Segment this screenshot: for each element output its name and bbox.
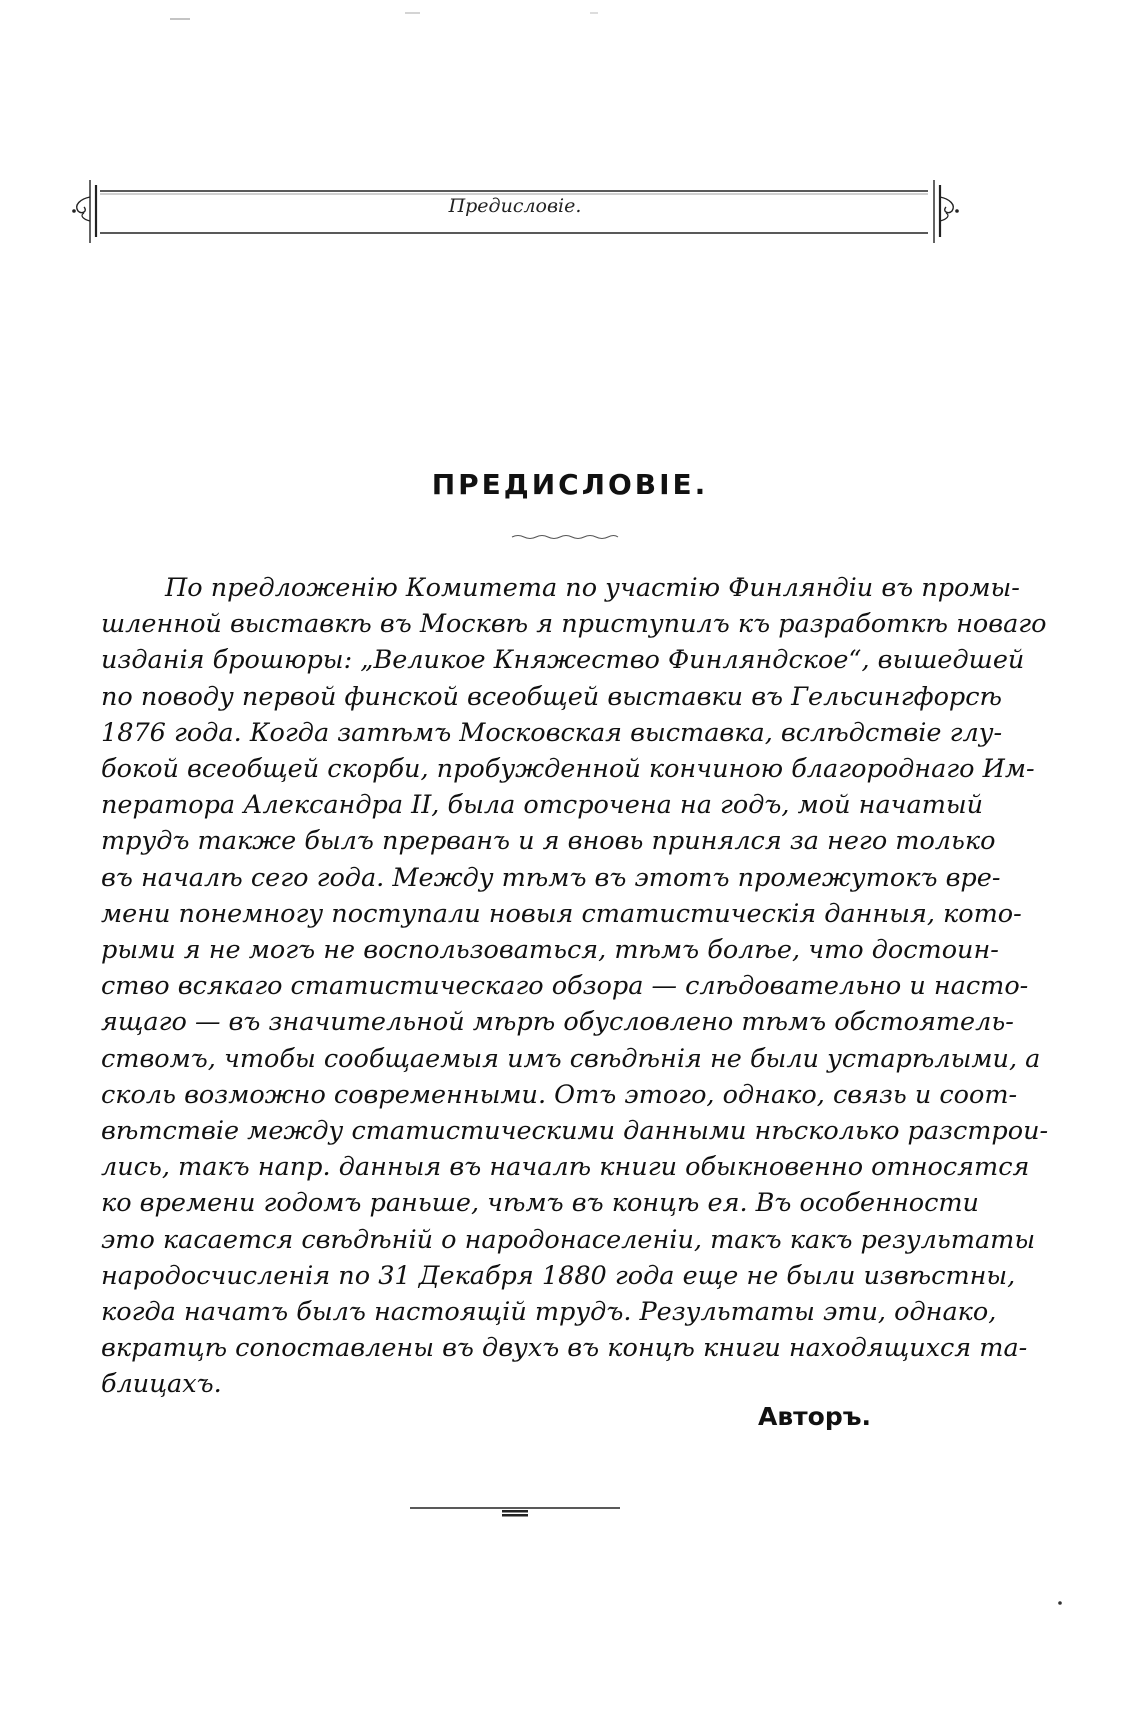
text-line: мени понемногу поступали новыя статистическія данныя, кото-: [101, 898, 1022, 929]
text-line: въ началѣ сего года. Между тѣмъ въ этотъ промежутокъ вре-: [101, 862, 1001, 893]
preface-paragraph: [101, 570, 1049, 1403]
text-line: рыми я не могъ не воспользоваться, тѣмъ болѣе, что достоин-: [101, 935, 999, 966]
text-line: блицахъ.: [101, 1369, 222, 1400]
end-ornament-rule: [410, 1500, 620, 1520]
text-line: вкратцѣ сопоставлены въ двухъ въ концѣ книги находящихся та-: [101, 1333, 1028, 1364]
text-line: по поводу первой финской всеобщей выставки въ Гельсингфорсѣ: [101, 681, 1003, 712]
text-line: По предложенію Комитета по участію Финляндіи въ промы-: [165, 573, 1020, 603]
running-header-frame: [70, 175, 960, 243]
author-signature: Авторъ.: [758, 1402, 872, 1431]
text-line: шленной выставкѣ въ Москвѣ я приступилъ къ разработкѣ новаго: [101, 609, 1047, 640]
text-line: ператора Александра II, была отсрочена на годъ, мой начатый: [101, 790, 984, 821]
heading-ornament-rule: [510, 534, 620, 540]
text-line: лись, такъ напр. данныя въ началѣ книги обыкновенно относятся: [101, 1152, 1030, 1183]
text-line: ствомъ, чтобы сообщаемыя имъ свѣдѣнія не были устарѣлыми, а: [101, 1043, 1041, 1074]
text-line: сколь возможно современными. Отъ этого, однако, связь и соот-: [101, 1079, 1018, 1110]
text-line: ко времени годомъ раньше, чѣмъ въ концѣ ея. Въ особенности: [101, 1188, 979, 1219]
running-head-title: Предисловіе.: [448, 195, 582, 217]
text-line: бокой всеобщей скорби, пробужденной кончиною благороднаго Им-: [101, 754, 1035, 785]
text-line: народосчисленія по 31 Декабря 1880 года еще не были извѣстны,: [101, 1260, 1016, 1291]
text-line: изданія брошюры: „Великое Княжество Финляндское“, вышедшей: [101, 645, 1025, 676]
text-line: ящаго — въ значительной мѣрѣ обусловлено тѣмъ обстоятель-: [101, 1007, 1014, 1038]
dust-speck: [1055, 1598, 1065, 1608]
page-title: ПРЕДИСЛОВІЕ.: [431, 468, 709, 501]
text-line: ство всякаго статистическаго обзора — слѣдовательно и насто-: [101, 971, 1029, 1002]
text-line: это касается свѣдѣній о народонаселеніи, такъ какъ результаты: [101, 1224, 1036, 1255]
text-line: трудъ также былъ прерванъ и я вновь принялся за него только: [101, 826, 996, 857]
text-line: когда начатъ былъ настоящій трудъ. Результаты эти, однако,: [101, 1297, 997, 1328]
scan-marks: [0, 0, 1140, 40]
text-line: 1876 года. Когда затѣмъ Московская выставка, вслѣдствіе глу-: [101, 717, 1003, 748]
text-line: вѣтствіе между статистическими данными нѣсколько разстрои-: [101, 1116, 1049, 1147]
